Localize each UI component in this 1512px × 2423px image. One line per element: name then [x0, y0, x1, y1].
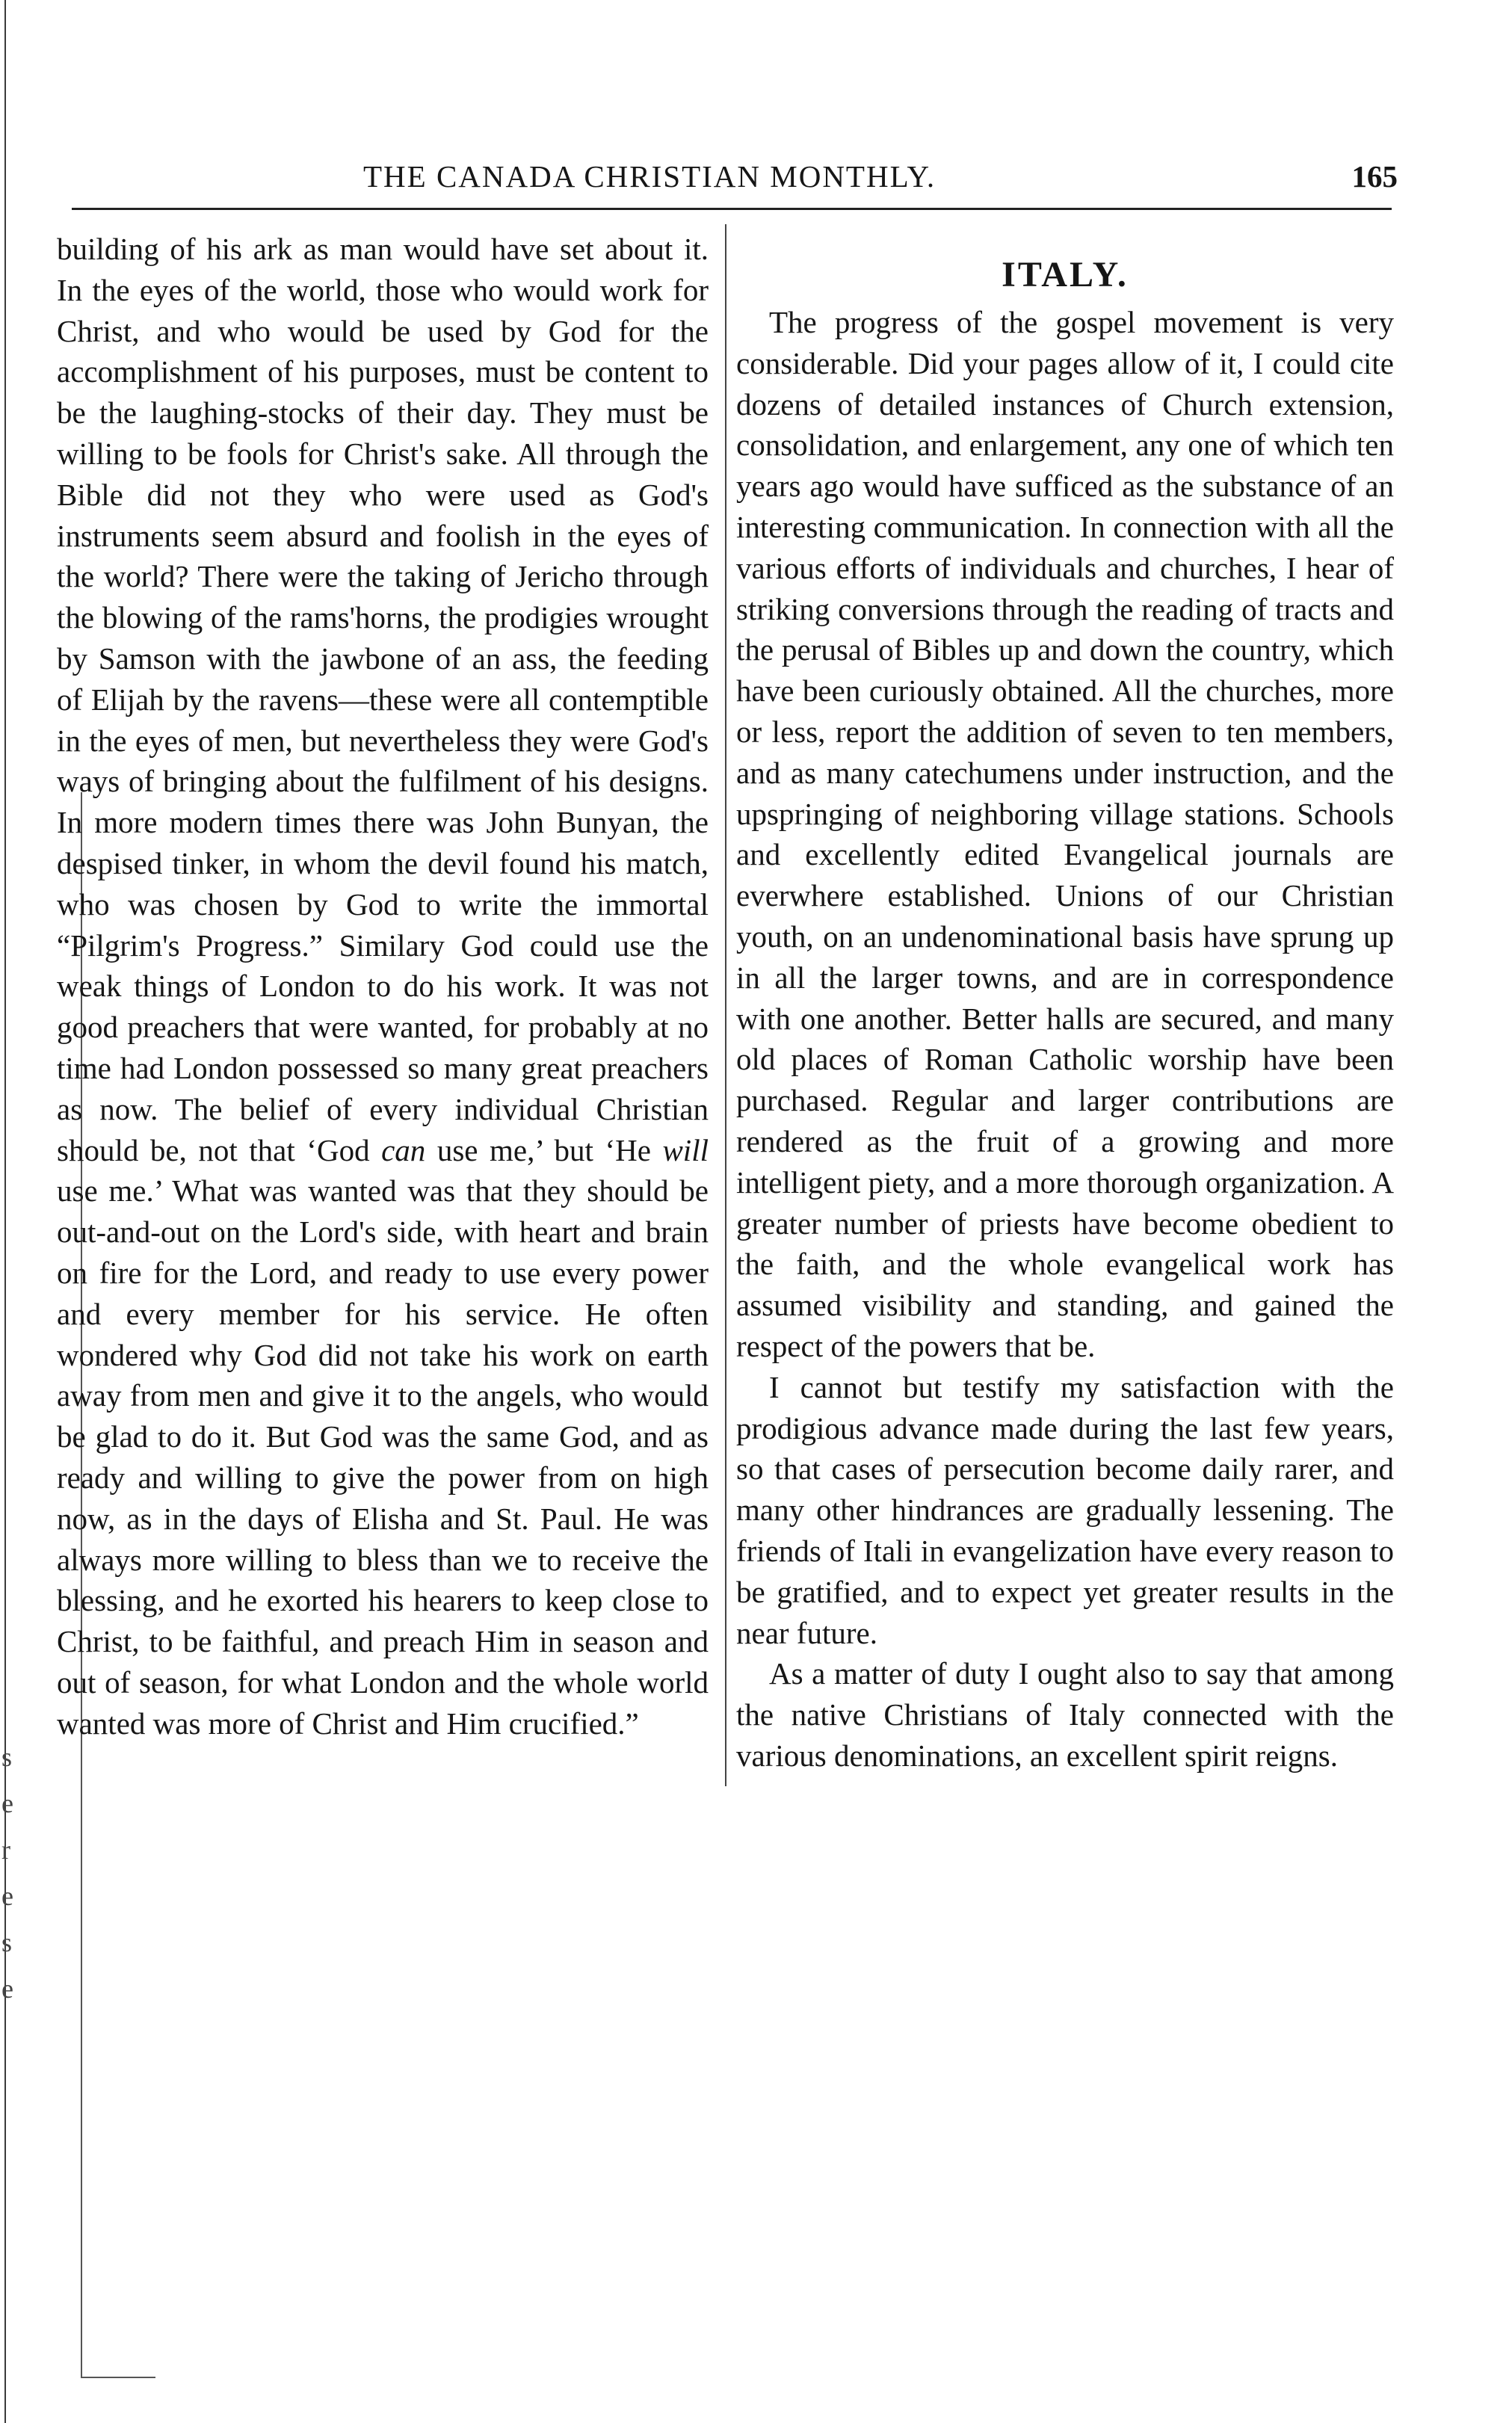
left-column-paragraph: [57, 229, 709, 1744]
margin-mark: e: [1, 1788, 13, 1818]
text-run: building of his ark as man would have set about it. In the eyes of the world, those who would work for Christ, and who would be used by God for the accomplishment of his purposes, must be content to be the laughing-stocks of their day. They must be willing to be fools for Christ's sake. All through the Bible did not they who were used as God's instruments seem absurd and foolish in the eyes of the world? There were the taking of Jericho through the blowing of the rams'horns, the prodigies wrought by Samson with the jawbone of an ass, the feeding of Elijah by the ravens—these were all contemptible in the eyes of men, but nevertheless they were God's ways of bringing about the fulfilment of his designs. In more modern times there was John Bunyan, the despised tinker, in whom the devil found his match, who was chosen by God to write the immortal “Pilgrim's Progress.” Similary God could use the weak things of London to do his work. It was not good preachers that were wanted, for probably at no time had London possessed so many great preachers as now. The belief of every individual Christian should be, not that ‘God: [57, 232, 709, 1167]
right-column: [736, 253, 1394, 1777]
margin-mark: e: [1, 1881, 13, 1911]
margin-mark: r: [1, 1835, 10, 1865]
section-title-italy: ITALY.: [1002, 255, 1129, 294]
right-column-paragraph: I cannot but testify my satisfaction with the prodigious advance made during the last few years, so that cases of persecution become daily rarer, and many other hindrances are gradually lessening. The friends of Itali in evangelization have every reason to be gratified, and to expect yet greater results in the near future.: [736, 1369, 1394, 1650]
right-column-paragraph: The progress of the gospel movement is very considerable. Did your pages allow of it, I could cite dozens of detailed instances of Church extension, consolidation, and enlargement, any one of which ten years ago would have sufficed as the substance of an interesting communication. In connection with all the various efforts of individuals and churches, I hear of striking conversions through the reading of tracts and the perusal of Bibles up and down the country, which have been curiously obtained. All the churches, more or less, report the addition of seven to ten members, and as many catechumens under instruction, and the upspringing of neighboring village stations. Schools and excellently edited Evangelical journals are everwhere established. Unions of our Christian youth, on an undenominational basis have sprung up in all the larger towns, and are in correspondence with one another. Better halls are secured, and many old places of Roman Catholic worship have been purchased. Regular and larger contributions are rendered as the fruit of a growing and more intelligent piety, and a more thorough organization. A greater number of priests have become obedient to the faith, and the whole evangelical work has assumed visibility and standing, and gained the respect of the powers that be.: [736, 305, 1394, 1363]
text-run: use me.’ What was wanted was that they should be out-and-out on the Lord's side, with heart and brain on fire for the Lord, and ready to use every power and every member for his service. He often wondered why God did not take his work on earth away from men and give it to the angels, who would be glad to do it. But God was the same God, and as ready and willing to give the power from on high now, as in the days of Elisha and St. Paul. He was always more willing to bless than we to receive the blessing, and he exorted his hearers to keep close to Christ, to be faithful, and preach Him in season and out of season, for what London and the whole world wanted was more of Christ and Him crucified.”: [57, 1173, 709, 1741]
margin-mark: e: [1, 1974, 13, 2004]
left-column: [57, 229, 709, 1744]
right-column-paragraph: As a matter of duty I ought also to say that among the native Christians of Italy connected with the various denominations, an excellent spirit reigns.: [736, 1656, 1394, 1773]
italic-will: will: [662, 1132, 709, 1167]
margin-marks: [1, 1734, 13, 2012]
running-title: THE CANADA CHRISTIAN MONTHLY.: [363, 159, 936, 194]
italic-can: can: [381, 1132, 426, 1167]
column-divider: [725, 224, 726, 1786]
page-number: 165: [1351, 159, 1398, 194]
header-rule: [72, 208, 1392, 210]
binding-edge-line: [4, 0, 6, 2423]
margin-mark: s: [1, 1742, 13, 1772]
bottom-margin-rule: [81, 2377, 155, 2378]
margin-mark: s: [1, 1927, 13, 1957]
text-run: use me,’ but ‘He: [425, 1132, 663, 1167]
page-header: [72, 158, 1402, 200]
